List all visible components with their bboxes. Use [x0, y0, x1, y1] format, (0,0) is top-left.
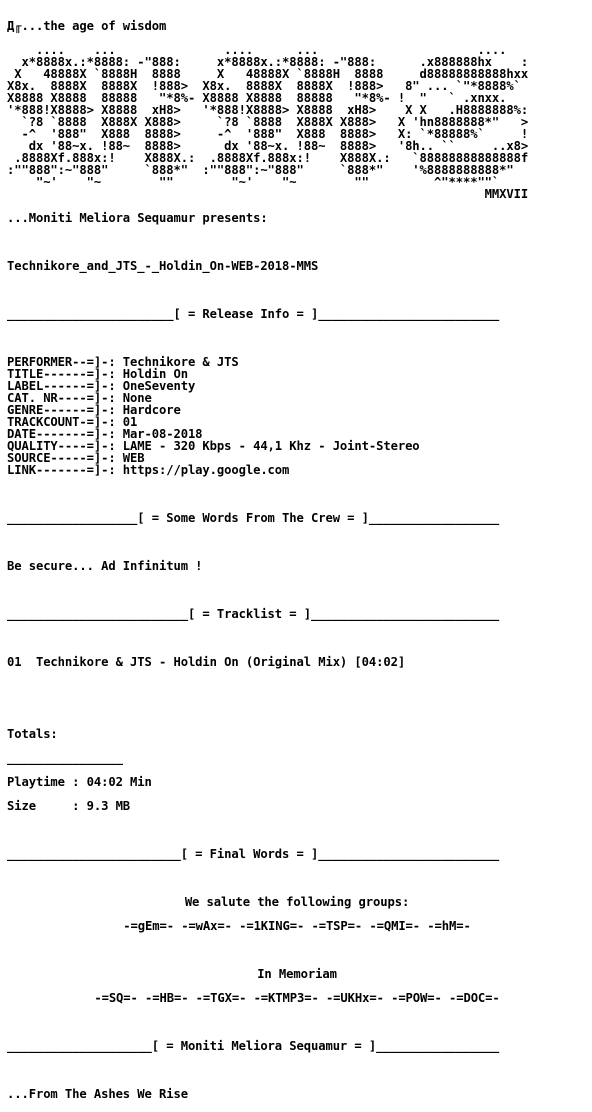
ascii-logo — [7, 44, 587, 200]
totals-label: Totals: — [7, 727, 58, 741]
blank-line — [7, 824, 587, 836]
crew-header: __________________[ = Some Words From The Crew = ]__________________ — [7, 511, 500, 525]
blank-line — [7, 1064, 587, 1076]
blank-line — [7, 536, 587, 548]
release-info-row: DATE-------=]-: Mar-08-2018 — [7, 427, 203, 441]
release-info-row: LINK-------=]-: https://play.google.com — [7, 463, 290, 477]
release-info-row: TRACKCOUNT-=]-: 01 — [7, 415, 138, 429]
release-info-row: LABEL------=]-: OneSeventy — [7, 379, 196, 393]
final-words-header: ________________________[ = Final Words = ]_________________________ — [7, 847, 500, 861]
totals-playtime: Playtime : 04:02 Min — [7, 775, 152, 789]
closing-header: ____________________[ = Moniti Meliora Sequamur = ]_________________ — [7, 1039, 500, 1053]
totals-size: Size : 9.3 MB — [7, 799, 131, 813]
ascii-logo-line: '*888!X8888> X8888 xH8> '*888!X8888> X8888 xH8> X X .H8888888%: — [7, 103, 529, 117]
ascii-logo-line: .... ... .... ... .... — [7, 43, 543, 57]
tracklist-row: 01 Technikore & JTS - Holdin On (Original Mix) [04:02] — [7, 655, 406, 669]
blank-line — [7, 704, 587, 716]
release-info-row: CAT. NR----=]-: None — [7, 391, 152, 405]
ascii-logo-line: X8888 X8888 88888 "*8%- X8888 X8888 88888 "*8%- ! " ` .xnxx. — [7, 91, 507, 105]
nfo-document — [7, 8, 587, 1112]
blank-line — [7, 872, 587, 884]
blank-line — [7, 944, 587, 956]
release-name: Technikore_and_JTS_-_Holdin_On-WEB-2018-MMS — [7, 259, 319, 273]
ascii-logo-line: X 48888X `8888H 8888 X 48888X `8888H 8888 d88888888888hxx — [7, 67, 529, 81]
blank-line — [7, 680, 587, 692]
release-info-row: PERFORMER--=]-: Technikore & JTS — [7, 355, 239, 369]
intro-line: Д╓...the age of wisdom — [7, 19, 167, 33]
ascii-logo-line: MMXVII — [7, 187, 529, 201]
memoriam-groups: -=SQ=- -=HB=- -=TGX=- -=KTMP3=- -=UKHx=- -=POW=- -=DOC=- — [94, 991, 500, 1005]
blank-line — [7, 332, 587, 344]
tracklist-header: _________________________[ = Tracklist = ]__________________________ — [7, 607, 500, 621]
ascii-logo-line: .8888Xf.888x:! X888X.: .8888Xf.888x:! X888X.: `88888888888888f — [7, 151, 529, 165]
ascii-logo-line: dx '88~x. !88~ 8888> dx '88~x. !88~ 8888> '8h.. `` ..x8> — [7, 139, 529, 153]
blank-line — [7, 284, 587, 296]
blank-line — [7, 584, 587, 596]
release-info-row: SOURCE-----=]-: WEB — [7, 451, 145, 465]
blank-line — [7, 488, 587, 500]
release-info-header: _______________________[ = Release Info = ]_________________________ — [7, 307, 500, 321]
ascii-logo-line: -^ '888" X888 8888> -^ '888" X888 8888> X: `*88888%` ! — [7, 127, 529, 141]
blank-line — [7, 632, 587, 644]
release-info-block — [7, 356, 587, 476]
ascii-logo-line: `?8 `8888 X888X X888> `?8 `8888 X888X X888> X 'hn8888888*" > — [7, 115, 529, 129]
crew-words: Be secure... Ad Infinitum ! — [7, 559, 203, 573]
presents-line: ...Moniti Meliora Sequamur presents: — [7, 211, 268, 225]
ascii-logo-line: X8x. 8888X 8888X !888> X8x. 8888X 8888X !888> 8" ... `"*8888%` — [7, 79, 521, 93]
salute-line: We salute the following groups: — [184, 895, 410, 909]
outro-line: ...From The Ashes We Rise — [7, 1087, 188, 1101]
salute-groups: -=gEm=- -=wAx=- -=1KING=- -=TSP=- -=QMI=- -=hM=- — [123, 919, 471, 933]
ascii-logo-line: x*8888x.:*8888: -"888: x*8888x.:*8888: -"888: .x888888hx : — [7, 55, 529, 69]
ascii-logo-line: "~' "~ "" "~' "~ "" ^"****""` — [7, 175, 500, 189]
release-info-row: QUALITY----=]-: LAME - 320 Kbps - 44,1 Khz - Joint-Stereo — [7, 439, 420, 453]
blank-line — [7, 236, 587, 248]
tracklist-block — [7, 656, 587, 668]
release-info-row: GENRE------=]-: Hardcore — [7, 403, 181, 417]
blank-line — [7, 1016, 587, 1028]
memoriam-title: In Memoriam — [257, 967, 337, 981]
release-info-row: TITLE------=]-: Holdin On — [7, 367, 188, 381]
totals-divider: ________________ — [7, 751, 123, 765]
ascii-logo-line: :""888":~"888" `888*" :""888":~"888" `888*" '%8888888888*" — [7, 163, 514, 177]
